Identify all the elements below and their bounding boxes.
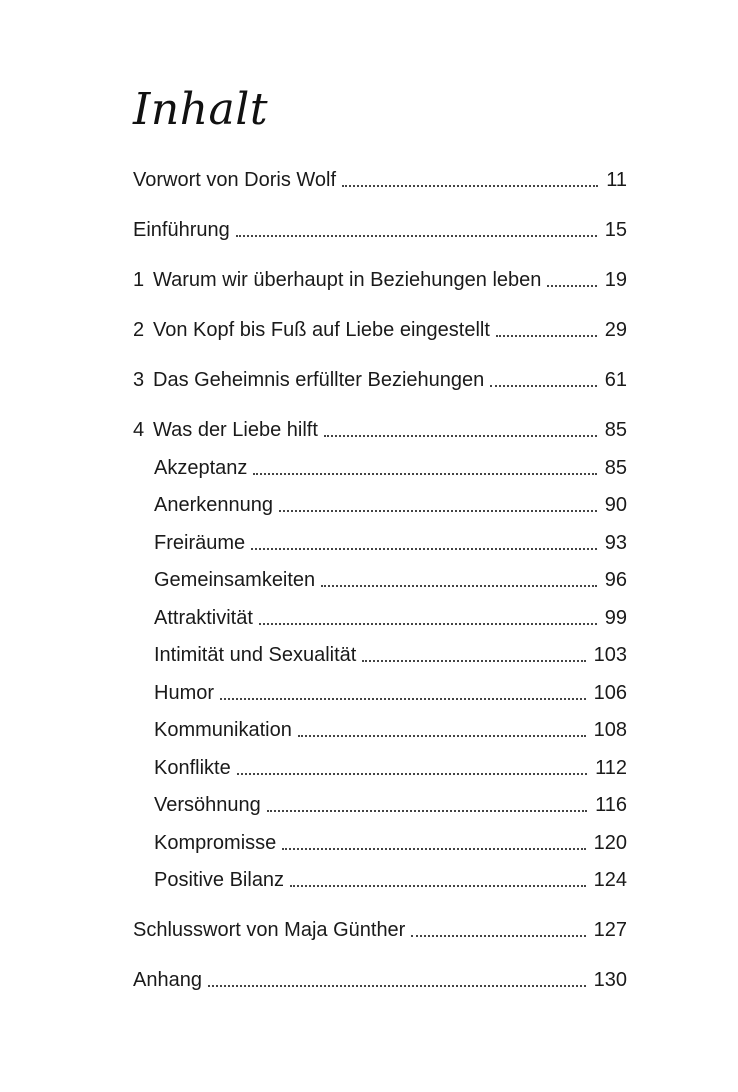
toc-subentry (154, 529, 627, 557)
toc-entry-label: Akzeptanz (154, 457, 248, 479)
dot-leader (290, 866, 586, 894)
toc-entry-label: Konflikte (154, 757, 231, 779)
toc-subentry (154, 716, 627, 744)
toc-entry-label: Anhang (133, 969, 202, 991)
toc-entry-label: Intimität und Sexualität (154, 644, 357, 666)
dot-leader (208, 966, 586, 994)
toc-entry-page: 93 (604, 532, 627, 554)
toc-entry-label: Kompromisse (154, 832, 277, 854)
dot-leader (496, 316, 597, 344)
dot-leader (298, 716, 586, 744)
toc-chapter (133, 266, 627, 294)
toc-entry-label: Das Geheimnis erfüllter Beziehungen (153, 369, 485, 391)
chapter-number: 4 (133, 419, 145, 441)
toc-subentry (154, 754, 627, 782)
dot-leader (267, 791, 587, 819)
toc-entry-page: 103 (593, 644, 627, 666)
toc-subentry (154, 829, 627, 857)
toc-entry (133, 216, 627, 244)
toc-subentry (154, 604, 627, 632)
dot-leader (236, 216, 597, 244)
toc-chapter (133, 316, 627, 344)
toc-entry-label: Anerkennung (154, 494, 273, 516)
toc-subentry (154, 791, 627, 819)
dot-leader (490, 366, 596, 394)
toc-entry-page: 130 (593, 969, 627, 991)
toc-subentry (154, 491, 627, 519)
toc-entry-page: 108 (593, 719, 627, 741)
dot-leader (220, 679, 586, 707)
dot-leader (324, 416, 597, 444)
toc-subentry (154, 679, 627, 707)
toc-entry-label: Versöhnung (154, 794, 261, 816)
dot-leader (279, 491, 597, 519)
toc-entry-page: 61 (604, 369, 627, 391)
toc-entry-label: Gemeinsamkeiten (154, 569, 316, 591)
toc-entry-label: Kommunikation (154, 719, 292, 741)
toc-entry (133, 166, 627, 194)
dot-leader (282, 829, 585, 857)
toc-chapter (133, 366, 627, 394)
toc-entry-label: Attraktivität (154, 607, 253, 629)
toc-entry-label: Von Kopf bis Fuß auf Liebe eingestellt (153, 319, 490, 341)
chapter-number: 2 (133, 319, 145, 341)
toc-subentry (154, 454, 627, 482)
toc-entry-page: 106 (593, 682, 627, 704)
dot-leader (362, 641, 585, 669)
toc-subentry (154, 641, 627, 669)
toc-subentry (154, 566, 627, 594)
toc-entry-page: 96 (604, 569, 627, 591)
toc-entry-page: 127 (593, 919, 627, 941)
dot-leader (253, 454, 596, 482)
toc-entry (133, 916, 627, 944)
toc-entry-label: Humor (154, 682, 215, 704)
toc-entry-page: 29 (604, 319, 627, 341)
toc-entry (133, 966, 627, 994)
toc-entry-page: 11 (606, 169, 627, 191)
dot-leader (251, 529, 597, 557)
toc-entry-label: Freiräume (154, 532, 246, 554)
toc-entry-page: 124 (593, 869, 627, 891)
dot-leader (411, 916, 585, 944)
toc-entry-page: 19 (604, 269, 627, 291)
toc-entry-page: 116 (595, 794, 627, 816)
toc-entry-label: Einführung (133, 219, 230, 241)
dot-leader (547, 266, 596, 294)
toc-entry-page: 85 (604, 419, 627, 441)
toc-entry-label: Positive Bilanz (154, 869, 285, 891)
toc-entry-label: Vorwort von Doris Wolf (133, 169, 337, 191)
dot-leader (259, 604, 597, 632)
toc-entry-page: 120 (593, 832, 627, 854)
toc-entry-page: 99 (604, 607, 627, 629)
page-title: Inhalt (133, 84, 269, 135)
chapter-number: 1 (133, 269, 145, 291)
toc-chapter (133, 416, 627, 444)
toc-entry-label: Schlusswort von Maja Günther (133, 919, 406, 941)
dot-leader (237, 754, 587, 782)
dot-leader (342, 166, 598, 194)
toc-entry-page: 112 (595, 757, 627, 779)
toc-entry-label: Warum wir überhaupt in Beziehungen leben (153, 269, 542, 291)
dot-leader (321, 566, 597, 594)
toc-entry-page: 85 (604, 457, 627, 479)
toc-subentry (154, 866, 627, 894)
table-of-contents (133, 0, 627, 1092)
chapter-number: 3 (133, 369, 145, 391)
toc-entry-page: 15 (604, 219, 627, 241)
toc-entry-page: 90 (604, 494, 627, 516)
toc-entry-label: Was der Liebe hilft (153, 419, 318, 441)
